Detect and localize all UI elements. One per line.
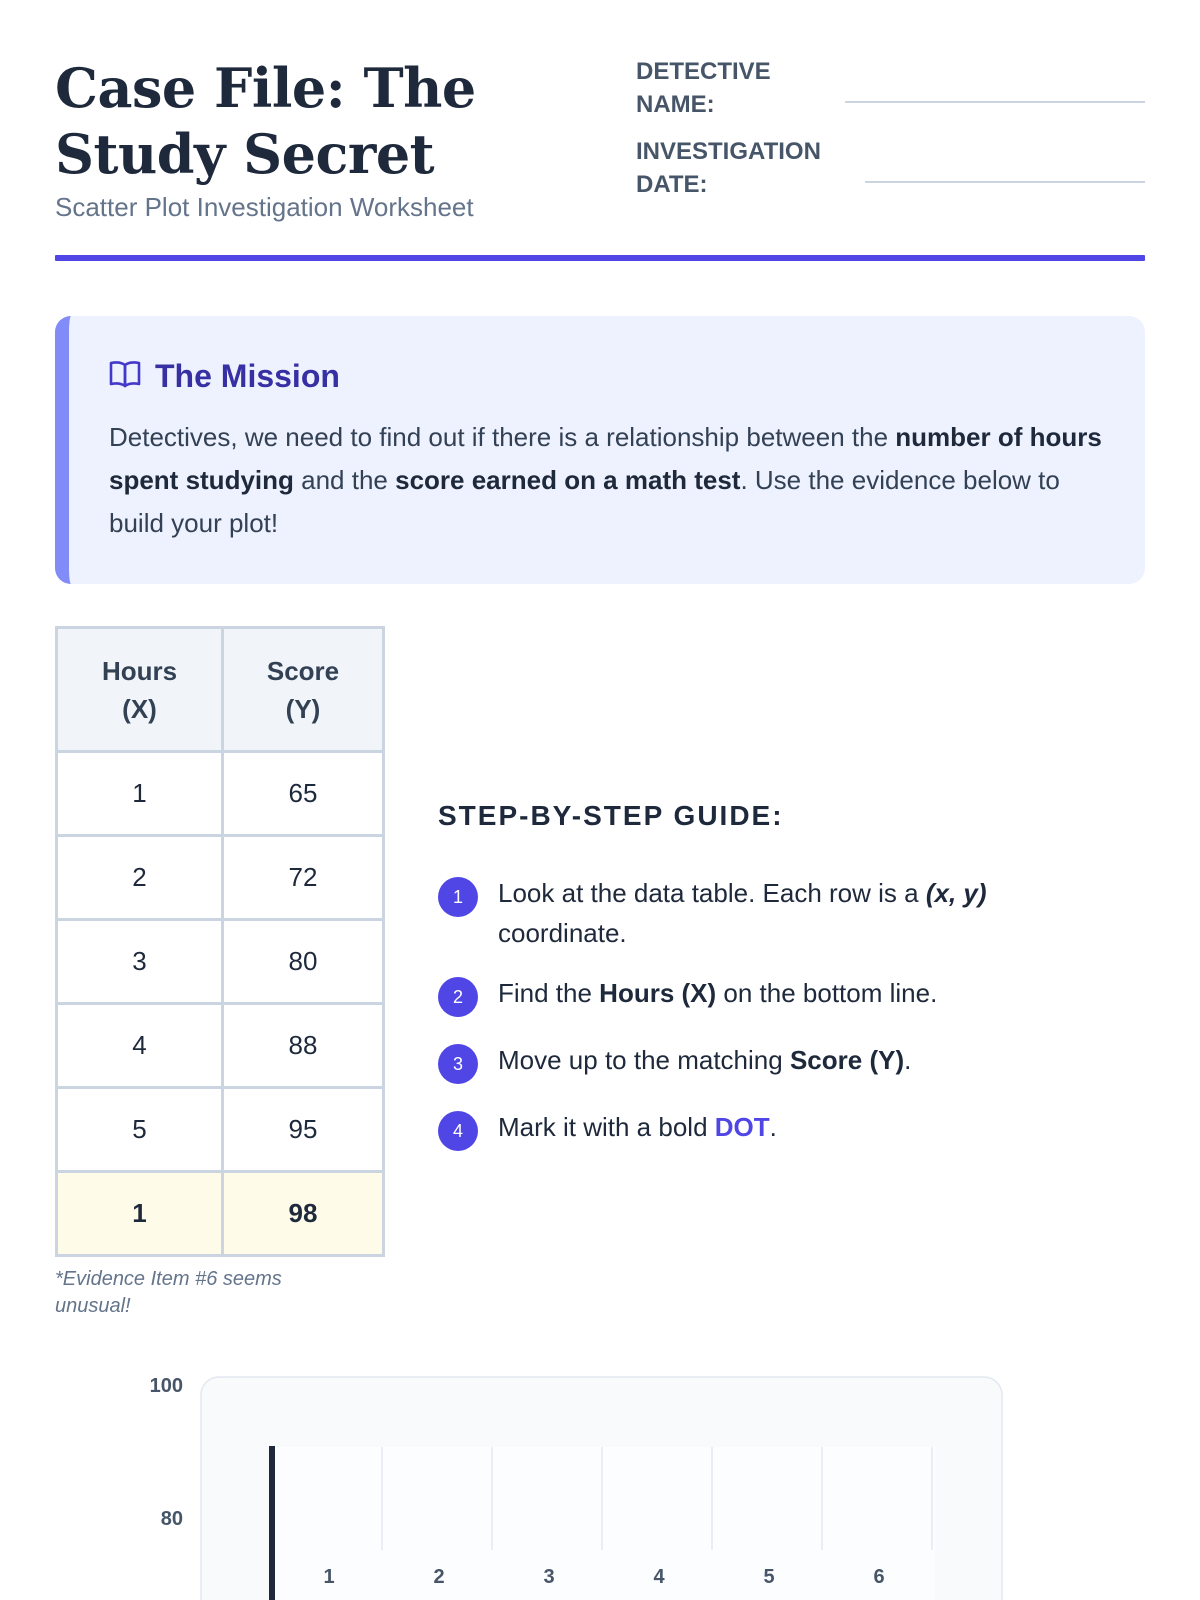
step-text-part: . [904,1045,912,1075]
step-text-part: on the bottom line. [716,978,938,1008]
open-book-icon [109,359,141,394]
score-cell: 65 [223,752,384,836]
score-cell: 72 [223,836,384,920]
highlighted-table-row [57,1172,384,1256]
mission-text-part: . Use the evidence below to build your plot! [109,465,1060,538]
table-row [57,752,384,836]
table-row [57,1088,384,1172]
score-cell: 88 [223,1004,384,1088]
hours-cell: 1 [57,752,223,836]
evidence-table [55,626,385,1257]
step-text-part: Find the [498,978,600,1008]
step-text-part: Mark it with a bold [498,1112,715,1142]
page-title: Case File: The Study Secret [55,56,476,186]
scatter-plot-area[interactable] [0,1360,1200,1600]
mission-text-part: and the [293,465,396,495]
mission-box [55,316,1145,584]
step-number-badge: 3 [438,1044,478,1084]
hours-cell: 2 [57,836,223,920]
header-divider [55,255,1145,261]
investigation-date-field[interactable] [636,135,1145,205]
mission-text-part: Detectives, we need to find out if there is a relationship between the [109,422,896,452]
mission-text [109,416,1119,545]
page-subtitle: Scatter Plot Investigation Worksheet [55,192,474,222]
guide-title: STEP-BY-STEP GUIDE: [438,800,784,831]
step-text-emphasis: Score (Y) [789,1045,905,1075]
scatter-plot-grid[interactable] [0,1360,1200,1600]
score-column-header [223,628,384,752]
table-row [57,1004,384,1088]
step-number-badge: 4 [438,1111,478,1151]
step-text-part: Look at the data table. Each row is a [498,878,926,908]
step-number-badge: 2 [438,977,478,1017]
score-header-label: Score [266,655,340,686]
dot-keyword: DOT [714,1112,770,1142]
step-text-part: Move up to the matching [498,1045,790,1075]
x-tick-label: 3 [543,1566,555,1588]
hours-cell: 5 [57,1088,223,1172]
y-tick-label: 100 [149,1375,183,1397]
score-header-var: (Y) [285,693,321,724]
hours-column-header [57,628,223,752]
coordinate-notation: (x, y) [925,878,987,908]
x-tick-label: 2 [433,1566,445,1588]
score-cell: 95 [223,1088,384,1172]
x-tick-label: 6 [873,1566,885,1588]
mission-heading [109,358,340,395]
x-tick-label: 1 [323,1566,335,1588]
mission-title: The Mission [155,358,340,394]
worksheet-header [55,55,1145,261]
score-cell: 80 [223,920,384,1004]
step-text-part: . [769,1112,777,1142]
step-number-badge: 1 [438,877,478,917]
evidence-note: *Evidence Item #6 seems unusual! [55,1268,282,1317]
hours-header-var: (X) [122,693,157,724]
hours-header-label: Hours [101,655,178,686]
step-text [498,973,1058,1013]
step-text [498,1040,1058,1080]
detective-name-line[interactable] [845,101,1145,103]
table-row [57,836,384,920]
hours-cell: 4 [57,1004,223,1088]
plot-field[interactable] [272,1447,935,1600]
mission-text-emphasis: number of hours spent studying [109,422,1102,495]
detective-name-field[interactable] [636,55,1145,125]
y-tick-label: 80 [160,1508,183,1530]
investigation-date-label: INVESTIGATION DATE: [636,138,821,198]
step-text [498,1107,1058,1147]
x-tick-label: 4 [653,1566,665,1588]
table-header-row [57,628,384,752]
table-row [57,920,384,1004]
score-cell: 98 [223,1172,384,1256]
hours-cell: 3 [57,920,223,1004]
step-text-part: coordinate. [498,918,627,948]
step-text [498,873,1058,953]
x-tick-label: 5 [763,1566,775,1588]
step-text-emphasis: Hours (X) [599,978,717,1008]
mission-text-emphasis: score earned on a math test [395,465,741,495]
hours-cell: 1 [57,1172,223,1256]
investigation-date-line[interactable] [865,181,1145,183]
detective-name-label: DETECTIVE NAME: [636,58,771,118]
